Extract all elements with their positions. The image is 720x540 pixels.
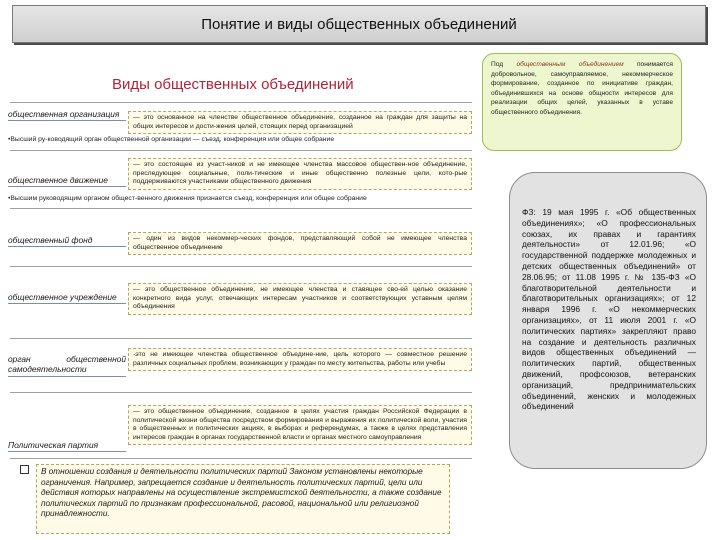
note-public-organization: •Высший ру-ководящий орган общественной организации — съезд, конференция или общее собрание	[8, 136, 335, 143]
section-subtitle: Виды общественных объединений	[112, 76, 354, 93]
definition-callout	[482, 53, 682, 151]
definition-public-fund: — один из видов некоммер-ческих фондов, представляющий собой не имеющее членства общественное объединение	[128, 232, 472, 255]
divider	[10, 266, 472, 267]
legal-basis-text: ФЗ: 19 мая 1995 г. «Об общественных объединениях»; «О профессиональных союзах, их правах и гарантиях деятельности» от 12.01.96; «О государственной поддержке молодежных и детских общественных объединений» от 28.06.95; от 11.08 1995 г. № 135-ФЗ «О благотворительной деятельности и благотворительных организациях»; от 12 января 1996 г. «О некоммерческих организациях», от 11 июля 2001 г. «О политических партиях» закрепляют право на создание и деятельность различных видов общественных объединений — политических партий, общественных движений, профсоюзов, ветеранских организаций, предпринимательских объединений, женских и молодежных объединений	[522, 207, 696, 412]
restrictions-text: В отношении создания и деятельности политических партий Законом установлены некоторые ограничения. Например, запрещается создание и деятельность политических партий, цели или действия которых направлены на осуществление экстремистской деятельности, а также создание политических партий по признакам профессиональной, расовой, национальной или религиозной принадлежности.	[41, 467, 442, 519]
term-political-party: Политическая партия	[8, 440, 126, 452]
definition-public-institution: — это общественное объединение, не имеющее членства и ставящее сво-ей целью оказание конкретного вида услуг, отвечающих интересам участников и соответствующих уставным целям объединения	[128, 283, 472, 315]
term-public-institution: общественное учреждение	[8, 292, 126, 304]
divider	[10, 338, 472, 339]
callout-term: общественным объединением	[516, 61, 624, 68]
page-title: Понятие и виды общественных объединений	[12, 5, 706, 43]
divider	[10, 102, 472, 103]
divider	[10, 458, 472, 459]
checkbox-bullet-icon	[20, 465, 29, 474]
term-public-organization: общественная организация	[8, 109, 126, 121]
definition-public-movement: — это состоящее из участ-ников и не имеющее членства массовое обществен-ное объединение, преследующее социальные, поли-тические и иные общественно полезные цели, кото-рые поддерживаются участниками общественного движения	[128, 158, 472, 190]
definition-public-initiative-body: -это не имеющее членства общественное объедине-ние, цель которого — совместное решение различных социальных проблем, возникающих у граждан по месту жительства, работы или учебы	[128, 348, 472, 371]
callout-text: понимается добровольное, самоуправляемое, некоммерческое формирование, созданное по инициативе граждан, объединившихся на основе общности интересов для реализации общих целей, указанных в уставе общественного объединения.	[491, 61, 673, 116]
divider	[10, 208, 472, 209]
legal-basis-callout	[509, 172, 707, 469]
definition-political-party: — это общественное объединение, созданное в целях участия граждан Российской Федерации в политической жизни общества посредством формирования и выражения их политической воли, участия в общественных и политических акциях, в выборах и референдумах, а также в целях представления интересов граждан в органах государственной власти и органах местного самоуправления	[128, 405, 472, 445]
note-public-movement: •Высшим руководящим органом общест-венного движения признается съезд, конференция или общее собрание	[8, 195, 367, 202]
term-public-movement: общественное движение	[8, 175, 126, 187]
divider	[10, 150, 472, 151]
divider	[10, 392, 472, 393]
definition-public-organization: — это основанное на членстве общественное объединение, созданное на граждан для защиты на общих интересов и дости-жения целей, стоящих перед организацией	[128, 111, 472, 134]
term-public-fund: общественный фонд	[8, 235, 126, 247]
callout-prefix: Под	[491, 61, 504, 68]
term-public-initiative-body: орган общественной самодеятельности	[8, 354, 126, 377]
political-party-restrictions	[36, 464, 450, 534]
